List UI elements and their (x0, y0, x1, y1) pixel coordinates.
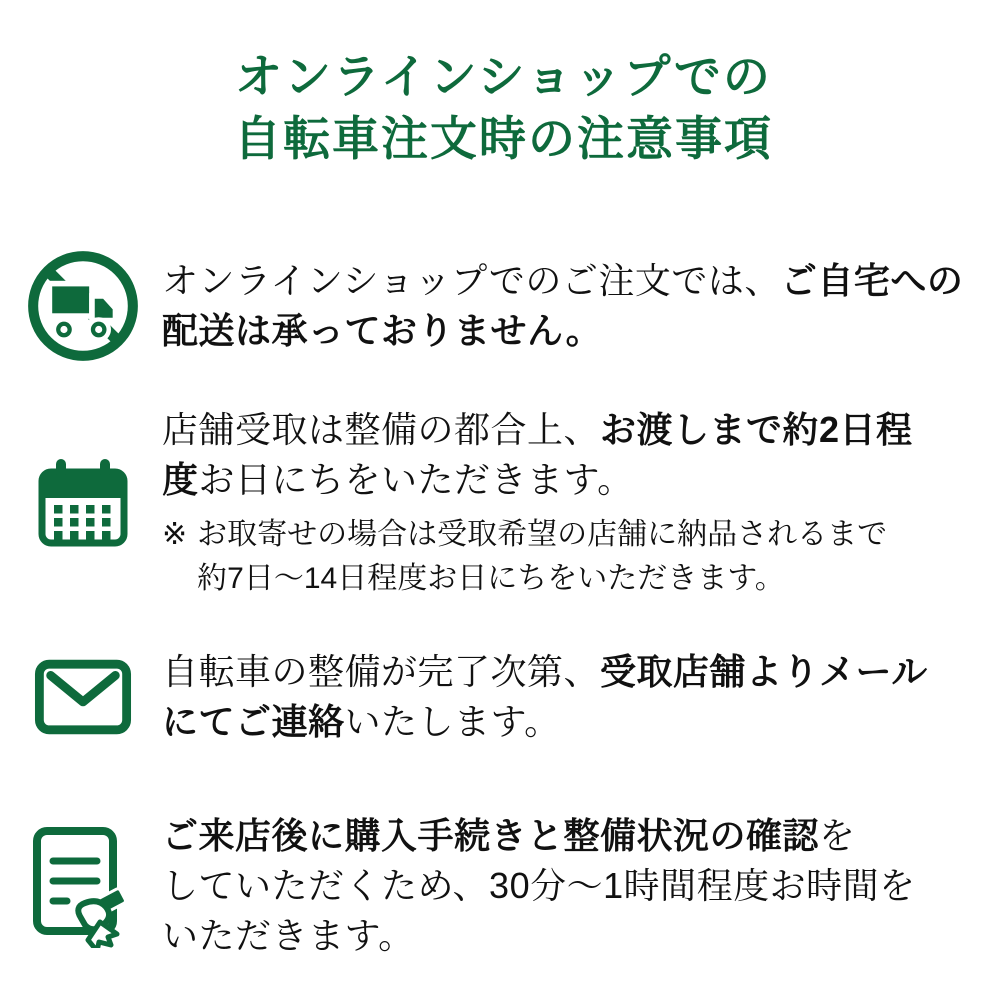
page-title-line2: 自転車注文時の注意事項 (234, 112, 773, 166)
text-line (162, 306, 963, 356)
email-line1-bold: 受取店舗よりメール (600, 651, 928, 693)
pickup-note (162, 513, 913, 601)
delivery-line2-bold: 配送は承っておりません。 (162, 310, 603, 352)
notice-sections (25, 250, 982, 961)
section-text (162, 405, 913, 601)
page-title-line1: オンラインショップでの (235, 50, 772, 103)
section-email-notification (25, 647, 982, 747)
pickup-line2-bold: 度 (162, 459, 199, 501)
text-line (162, 405, 913, 455)
pickup-line1-normal: 店舗受取は整備の都合上、 (162, 409, 601, 451)
text-line (162, 455, 913, 505)
text-line (162, 647, 928, 697)
email-line1-normal: 自転車の整備が完了次第、 (162, 651, 601, 693)
section-store-pickup (25, 405, 982, 601)
purchase-checklist-writing-icon (28, 824, 138, 948)
email-line2-normal: いたします。 (344, 701, 561, 743)
page-title (25, 46, 982, 170)
note-line2: 約7日〜14日程度お日にちをいただきます。 (197, 562, 785, 596)
section-text (162, 647, 928, 747)
section-store-visit (25, 811, 982, 961)
text-line (162, 811, 916, 861)
calendar-icon (33, 453, 133, 553)
visit-line1-normal: を (819, 815, 856, 857)
note-line1: お取寄せの場合は受取希望の店舗に納品されるまで (197, 518, 888, 552)
text-line (162, 697, 928, 747)
text-line (162, 256, 963, 306)
text-line (162, 911, 916, 961)
note-text (197, 513, 887, 601)
visit-line2-normal: していただくため、30分〜1時間程度お時間を (162, 865, 916, 907)
email-line2-bold: にてご連絡 (162, 701, 345, 743)
visit-line1-bold: ご来店後に購入手続きと整備状況の確認 (162, 815, 820, 857)
visit-line3-normal: いただきます。 (162, 915, 415, 957)
section-text (162, 256, 963, 356)
section-text (162, 811, 916, 961)
note-asterisk-marker: ※ (162, 518, 188, 552)
pickup-line1-bold: お渡しまで約2日程 (600, 409, 913, 451)
delivery-line1-normal: オンラインショップでのご注文では、 (162, 260, 781, 302)
section-icon-column (25, 824, 140, 948)
text-line (162, 861, 916, 911)
section-no-home-delivery (25, 250, 982, 362)
section-icon-column (25, 453, 140, 553)
section-icon-column (25, 250, 140, 362)
no-home-delivery-truck-icon (27, 250, 139, 362)
pickup-line2-normal: お日にちをいただきます。 (198, 459, 634, 501)
section-icon-column (25, 658, 140, 736)
envelope-icon (34, 658, 132, 736)
delivery-line1-bold: ご自宅への (780, 260, 964, 302)
